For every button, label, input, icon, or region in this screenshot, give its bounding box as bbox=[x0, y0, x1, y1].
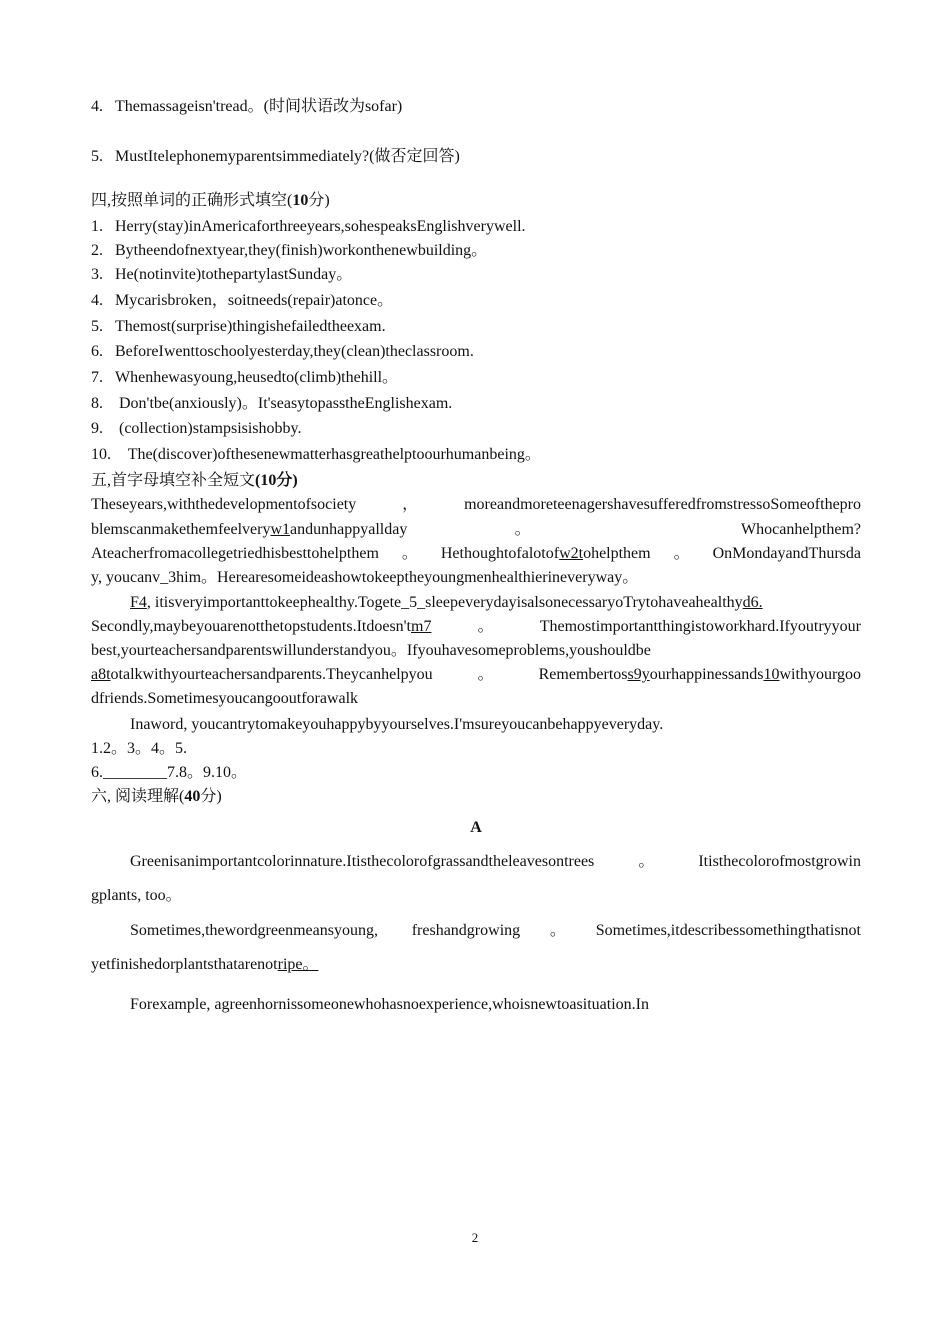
item-number: 5. bbox=[91, 148, 103, 165]
item-number: 10. bbox=[91, 446, 111, 463]
passage-line bbox=[91, 640, 651, 662]
passage-line bbox=[91, 543, 861, 565]
blank-answer: m7 bbox=[411, 618, 432, 635]
item-text: BeforeIwenttoschoolyesterday,they(clean)theclassroom. bbox=[115, 343, 474, 360]
passage-text: Greenisanimportantcolorinnature.Itisthecolorofgrassandtheleavesontrees。Itisthecolorofmostgrowin bbox=[130, 853, 861, 870]
part4-item bbox=[91, 367, 398, 389]
item-text: He(notinvite)tothepartylastSunday。 bbox=[115, 266, 353, 283]
section-title: 六, 阅读理解( bbox=[91, 788, 185, 805]
item-text: Whenhewasyoung,heusedto(climb)thehill。 bbox=[115, 369, 399, 386]
item-number: 8. bbox=[91, 395, 103, 412]
underlined-word: ripe。 bbox=[277, 956, 319, 973]
passage-text: Forexample, agreenhornissomeonewhohasnoexperience,whoisnewtoasituation.In bbox=[130, 996, 649, 1013]
passage-text: gplants, too。 bbox=[91, 887, 182, 904]
part4-item bbox=[91, 341, 474, 363]
passage-text: blemscanmakethemfeelvery bbox=[91, 521, 271, 538]
item-text: (collection)stampsisishobby. bbox=[115, 420, 302, 437]
item-text: Themost(surprise)thingishefailedtheexam. bbox=[115, 318, 386, 335]
item-number: 5. bbox=[91, 318, 103, 335]
part3-item-5 bbox=[91, 146, 460, 168]
blank-answer: d6. bbox=[742, 594, 763, 611]
item-number: 9. bbox=[91, 420, 103, 437]
passage-text: Inaword, youcantrytomakeyouhappybyyourselves.I'msureyoucanbehappyeveryday. bbox=[130, 716, 664, 733]
item-number: 6. bbox=[91, 343, 103, 360]
part4-item bbox=[91, 240, 487, 262]
item-text: Bytheendofnextyear,they(finish)workonthenewbuilding。 bbox=[115, 242, 488, 259]
answer-slots: 6.________7.8。9.10。 bbox=[91, 764, 248, 781]
passage-text: Theseyears,withthedevelopmentofsociety，moreandmoreteenagershavesufferedfromstressoSomeofthepro bbox=[91, 496, 861, 513]
passage-text: ourhappinessands bbox=[649, 666, 764, 683]
part6-heading bbox=[91, 786, 222, 808]
passage-label: A bbox=[470, 819, 482, 836]
passage-line bbox=[91, 885, 182, 907]
passage-line bbox=[91, 688, 358, 710]
answer-line bbox=[91, 762, 247, 784]
item-text: Herry(stay)inAmericaforthreeyears,sohespeaksEnglishverywell. bbox=[115, 218, 526, 235]
passage-line bbox=[130, 994, 649, 1016]
passage-line bbox=[130, 714, 663, 736]
passage-line bbox=[91, 567, 638, 589]
section-score-unit: 分) bbox=[308, 192, 330, 209]
section-score: (10 bbox=[255, 472, 277, 489]
passage-text: withyourgoo bbox=[779, 666, 861, 683]
page-number: 2 bbox=[471, 1230, 479, 1245]
passage-text: 。Themostimportantthingistoworkhard.Ifyoutryyour bbox=[431, 618, 861, 635]
part4-item bbox=[91, 264, 352, 286]
item-number: 1. bbox=[91, 218, 103, 235]
passage-text: dfriends.Sometimesyoucangooutforawalk bbox=[91, 690, 359, 707]
section-score-unit: 分) bbox=[200, 788, 222, 805]
passage-text: 。 bbox=[514, 521, 634, 538]
item-number: 4. bbox=[91, 292, 103, 309]
section-title: 四,按照单词的正确形式填空( bbox=[91, 192, 293, 209]
section-score: 40 bbox=[184, 788, 201, 805]
part4-item bbox=[91, 316, 386, 338]
answer-line bbox=[91, 738, 187, 760]
passage-text: otalkwithyourteachersandparents.Theycanhelpyou。Remembertos bbox=[110, 666, 628, 683]
item-number: 3. bbox=[91, 266, 103, 283]
passage-text: y, youcanv_3him。Herearesomeideashowtokeeptheyoungmenhealthierineveryway。 bbox=[91, 569, 639, 586]
passage-line bbox=[91, 494, 861, 516]
passage-line bbox=[91, 616, 861, 638]
item-number: 2. bbox=[91, 242, 103, 259]
part4-item bbox=[91, 444, 541, 466]
part4-heading bbox=[91, 190, 330, 212]
blank-answer: F4 bbox=[130, 594, 147, 611]
section-title: 五,首字母填空补全短文 bbox=[91, 472, 256, 489]
blank-answer: w1 bbox=[270, 521, 291, 538]
passage-text: Whocanhelpthem? bbox=[741, 521, 861, 538]
passage-line bbox=[91, 851, 861, 873]
part4-item bbox=[91, 418, 302, 440]
blank-answer: 10 bbox=[763, 666, 780, 683]
part4-item bbox=[91, 290, 393, 312]
passage-line bbox=[130, 592, 763, 614]
item-text: Themassageisn'tread。(时间状语改为sofar) bbox=[115, 98, 403, 115]
blank-answer: w2t bbox=[559, 545, 584, 562]
passage-text: best,yourteachersandparentswillunderstandyou。Ifyouhavesomeproblems,youshouldbe bbox=[91, 642, 651, 659]
blank-answer: s9y bbox=[627, 666, 650, 683]
section-score: 10 bbox=[292, 192, 309, 209]
item-text: Mycarisbroken，soitneeds(repair)atonce。 bbox=[115, 292, 394, 309]
item-text: Don'tbe(anxiously)。It'seasytopasstheEnglishexam. bbox=[115, 395, 453, 412]
blank-answer: a8t bbox=[91, 666, 111, 683]
passage-text: yetfinishedorplantsthatarenot bbox=[91, 956, 278, 973]
item-text: The(discover)ofthesenewmatterhasgreathelptoourhumanbeing。 bbox=[124, 446, 541, 463]
passage-text: , itisveryimportanttokeephealthy.Togete_5_sleepeverydayisalsonecessaryoTrytohaveahealthy bbox=[146, 594, 743, 611]
item-text: MustItelephonemyparentsimmediately?(做否定回答) bbox=[115, 148, 460, 165]
part5-heading bbox=[91, 470, 298, 492]
section-score-unit: 分) bbox=[276, 472, 298, 489]
passage-line bbox=[91, 920, 861, 942]
part4-item bbox=[91, 393, 452, 415]
passage-text: ohelpthem。OnMondayandThursda bbox=[583, 545, 861, 562]
answer-slots: 1.2。3。4。5. bbox=[91, 740, 188, 757]
passage-line bbox=[91, 519, 861, 541]
passage-line bbox=[91, 664, 861, 686]
passage-text: Sometimes,thewordgreenmeansyoung, freshandgrowing。Sometimes,itdescribessomethingthatisnot bbox=[130, 922, 861, 939]
item-number: 7. bbox=[91, 369, 103, 386]
passage-text: andunhappyallday bbox=[290, 521, 408, 538]
passage-text: Secondly,maybeyouarenotthetopstudents.Itdoesn't bbox=[91, 618, 411, 635]
passage-line bbox=[91, 954, 319, 976]
part3-item-4 bbox=[91, 96, 402, 118]
part4-item bbox=[91, 216, 526, 238]
item-number: 4. bbox=[91, 98, 103, 115]
passage-text: Ateacherfromacollegetriedhisbesttohelpthem。Hethoughtofalotof bbox=[91, 545, 560, 562]
